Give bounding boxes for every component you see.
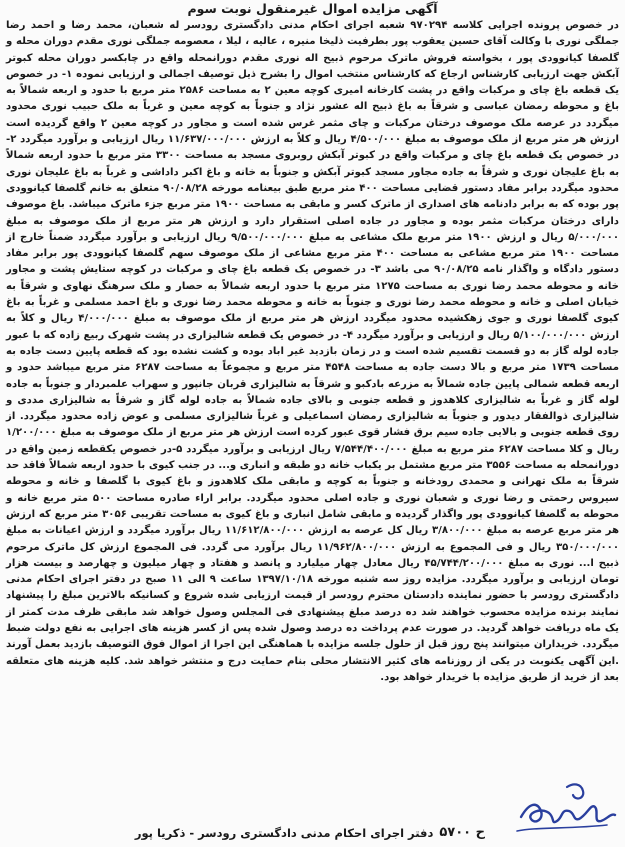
footer-code: ح ۵۷۰۰ (439, 825, 485, 840)
signature-mark (511, 773, 621, 843)
notice-title: آگهی مزایده اموال غیرمنقول نوبت سوم (187, 1, 438, 16)
footer-signatory: دفتر اجرای احکام مدنی دادگستری رودسر - ذکریا پور (134, 826, 434, 840)
notice-body: در خصوص پرونده اجرایی کلاسه ۹۷۰۲۹۴ شعبه اجرای احکام مدنی دادگستری رودسر له شعبان، محمد رضا و احمد رضا جملگی نوری با وکالت آقای حسین یعقوب پور بطرفیت ذلیخا منیره ، عالیه ، لیلا ، معصومه جملگی نوری مقدم دوران محله و گلصفا کیانوودی پور ، بخواسته فروش ماترک مرحوم ذبیح اله نوری مقدم دورانمحله واقع در چابکسر دوران محله کبوتر آبکش جهت ارزیابی کارشناس ارجاع که کارشناس منتخب اموال را بشرح ذیل توصیف اجمالی و ارزیابی نموده ۱- در خصوص یک قطعه باغ چای و مرکبات واقع در پشت کارخانه امیری کوچه معین ۲ به مساحت ۲۵۸۶ متر مربع با حدود و اربعه شمالاً به باغ و محوطه رمضان عباسی و شرقاً به باغ ذبیح اله عشور نژاد و جنوباً به کوچه معین و غرباً به ملک حبیب نوری محدود میگردد در عرصه ملک موصوف درختان مرکبات و چای مثمر غرس شده است و مجاور در کوچه معین ۲ واقع گردیده است ارزش هر متر مربع از ملک موصوف به مبلغ ۴/۵۰۰/۰۰۰ ریال و کلاً به ارزش ۱۱/۶۳۷/۰۰۰/۰۰۰ ریال ارزیابی و برآورد میگردد ۲- در خصوص یک قطعه باغ چای و مرکبات واقع در کبوتر آبکش روبروی مسجد به مساحت ۳۳۰۰ متر مربع با حدود اربعه شمالاً به باغ علیجان نوری و شرقاً به جاده مجاور مسجد کبوتر آبکش و جنوباً به خانه و باغ اکبر داداشی و غرباً به باغ علیجان نوری محدود میگردد برابر مفاد دستور قضایی مساحت ۴۰۰ متر مربع طبق بیعنامه مورخه ۹۰/۰۸/۲۸ متعلق به خانم گلصفا کیانوودی پور بوده که به برابر دادنامه های اصداری از ماترک کسر و مابقی به مساحت ۱۹۰۰ متر مربع جزء ماترک میباشد. باغ موصوف دارای درختان مرکبات مثمر بوده و مجاور در جاده اصلی استقرار دارد و ارزش هر متر مربع از ملک موصوف به مبلغ ۵/۰۰۰/۰۰۰ ریال و ارزش ۱۹۰۰ متر مربع ملک مشاعی به مبلغ ۹/۵۰۰/۰۰۰/۰۰۰ ریال ارزیابی و برآورد میگردد ضمناً خارج از مساحت ۱۹۰۰ متر مربع مشاعی به مساحت ۴۰۰ متر مربع مشاعی از ملک موصوف سهم گلصفا کیانوودی پور برابر مفاد دستور دادگاه و واگذار نامه ۹۰/۰۸/۲۵ می باشد ۳- در خصوص یک قطعه باغ چای و مرکبات در کوچه ستایش پشت و مجاور خانه و محوطه محمد رضا نوری به مساحت ۱۲۷۵ متر مربع با حدود اربعه شمالاً به حصار و ملک سرهنگ نهاوی و شرقاً به خیابان اصلی و خانه و محوطه محمد رضا نوری و جنوباً به خانه و محوطه محمد رضا نوری و باغ احمد مسلمی و غرباً به باغ کیوی گلصفا نوری و جوی زهکشیده محدود میگردد ارزش هر متر مربع از ملک موصوف به مبلغ ۴/۰۰۰/۰۰۰ ریال و کلاً به ارزش ۵/۱۰۰/۰۰۰/۰۰۰ ریال و ارزیابی و برآورد میگردد ۴- در خصوص یک قطعه شالیزاری در پشت شهرک ربیع زاده که با عبور جاده لوله گاز به دو قسمت تقسیم شده است و در زمان بازدید غیر اباد بوده و کشت نشده بود که قطعه پایین دست جاده به مساحت ۱۷۳۹ متر مربع و بالا دست جاده به مساحت ۴۵۴۸ متر مربع و مجموعاً به مساحت ۶۲۸۷ متر مربع میباشد حدود و اربعه قطعه شمالی پایین جاده شمالاً به مزرعه بادکبو و شرقاً به شالیزاری قربان جانپور و سهراب علمبردار و جنوباً به جاده لوله گاز و غرباً به شالیزاری کلاهدوز و قطعه جنوبی و بالای جاده شمالاً به جاده لوله گاز و شرقاً به شالیزاری مددی و شالیزاری ذوالفقار دیدور و جنوباً به شالیزاری رمضان اسماعیلی و غرباً شالیزاری مسلمی و عوض زاده محدود میگردد. از روی قطعه جنوبی و بالایی جاده سیم برق فشار قوی عبور کرده است ارزش هر متر مربع از ملک موصوف به مبلغ ۱/۲۰۰/۰۰۰ ریال و کلا مساحت ۶۲۸۷ متر مربع به مبلغ ۷/۵۴۴/۴۰۰/۰۰۰ ریال ارزیابی و برآورد میگردد ۵-در خصوص یکقطعه زمین واقع در دورانمحله به مساحت ۳۵۵۶ متر مربع مشتمل بر یکباب خانه دو طبقه و انباری و... در جنب کیوی با حدود اربعه شمالاً فاقد حد شرقاً به ملک تهرانی و محمدی رودخانه و جنوباً به کوچه و مابقی ملک کلاهدوز و باغ کیوی با گلصفا و خانه و محوطه سیروس رحمتی و رضا نوری و شعبان نوری و جاده اصلی محدود میگردد. برابر اراء صادره مساحت ۵۰۰ متر مربع خانه و محوطه به گلصفا کیانوودی پور واگذار گردیده و مابقی شامل انباری و باغ کیوی به مساحت تقریبی ۳۰۵۶ متر مربع که ارزش هر متر مربع عرصه به مبلغ ۳/۸۰۰/۰۰۰ ریال کل عرصه به ارزش ۱۱/۶۱۲/۸۰۰/۰۰۰ ریال برآورد میگردد و ارزش اعیانات به مبلغ ۳۵۰/۰۰۰/۰۰۰ ریال و فی المجموع به ارزش ۱۱/۹۶۲/۸۰۰/۰۰۰ ریال برآورد می گردد. فی المجموع ارزش کل ماترک مرحوم ذبیح ا... نوری به مبلغ ۴۵/۷۴۴/۲۰۰/۰۰۰ ریال معادل چهار میلیارد و پانصد و هفتاد و چهار میلیون و چهارصد و بیست هزار تومان ارزیابی و برآورد میگردد. مزایده روز سه شنبه مورخه ۱۳۹۷/۱۰/۱۸ ساعت ۹ الی ۱۱ صبح در دفتر اجرای احکام مدنی دادگستری رودسر با حضور نماینده دادستان محترم رودسر از قیمت ارزیابی شده شروع و کسانیکه بالاترین مبلغ را پیشنهاد نمایند برنده مزایده محسوب خواهند شد ده درصد مبلغ پیشنهادی فی المجلس وصول خواهد شد مابقی ظرف مدت کمتر از یک ماه دریافت خواهد گردید. در صورت عدم پرداخت ده درصد وصول شده پس از کسر هزینه های اجرایی به نفع دولت ضبط میگردد. خریداران میتوانند پنج روز قبل از حلول جلسه مزایده با هماهنگی این اجرا از اموال فوق التوصیف بازدید بعمل آورند .این آگهی یکنوبت در یکی از روزنامه های کثیر الانتشار محلی بنام حمایت درج و منتشر خواهد شد. کلیه هزینه های متعلقه بعد از خرید از طریق مزایده با خریدار خواهد بود. (6, 20, 620, 683)
notice-footer (135, 825, 485, 841)
